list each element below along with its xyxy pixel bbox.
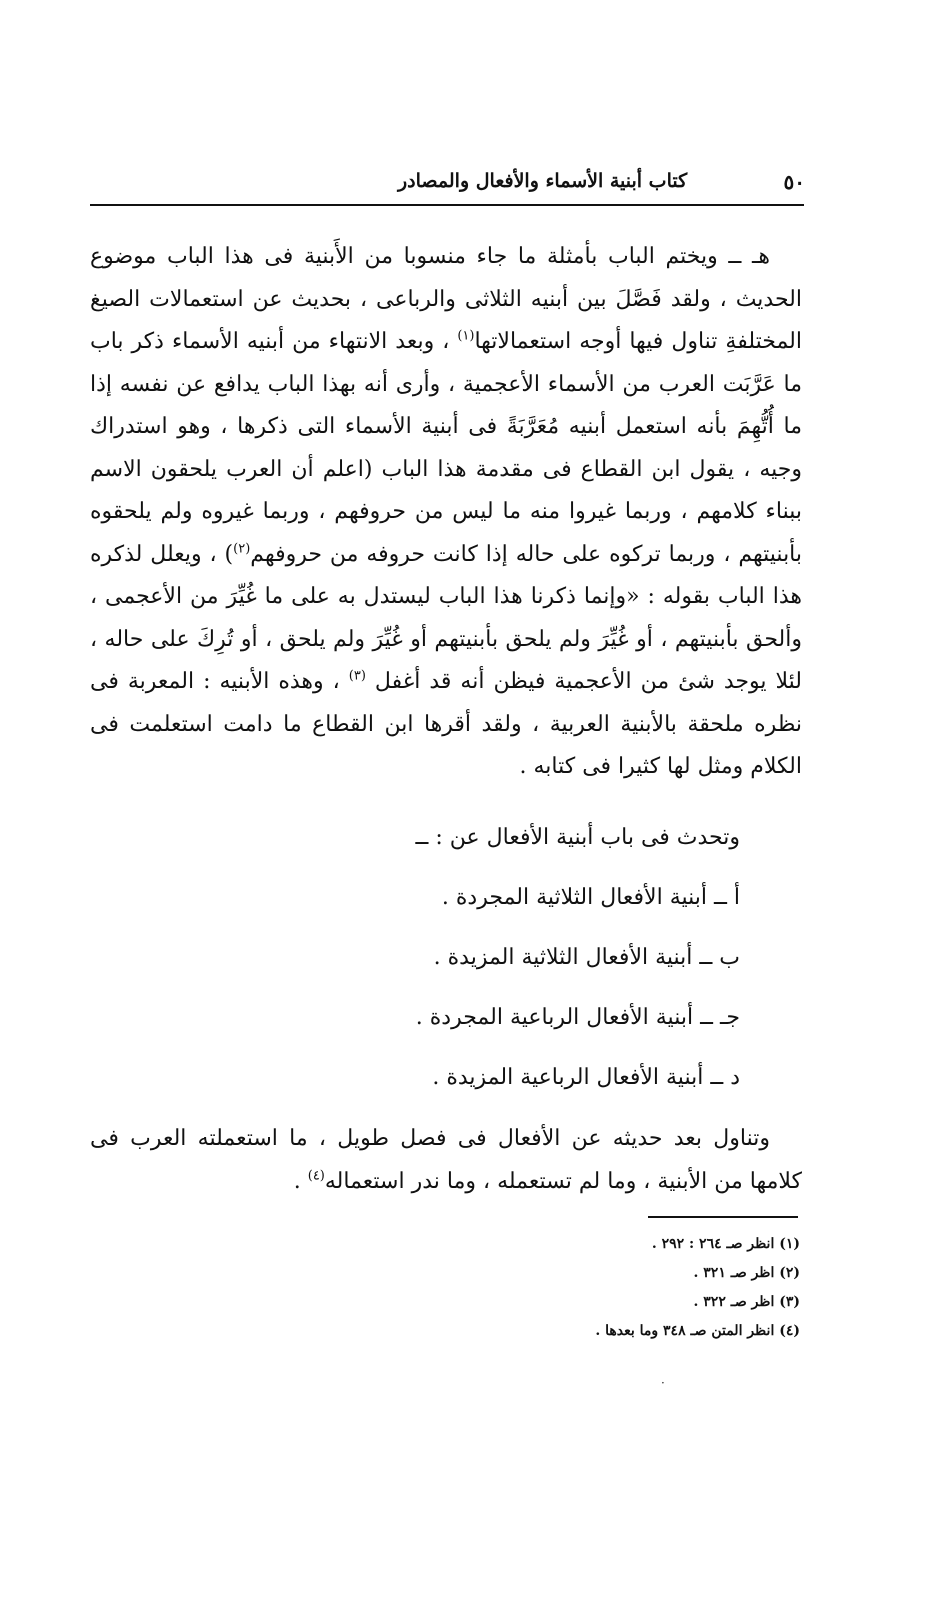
closing-paragraph bbox=[90, 1118, 802, 1203]
footnote-ref-3: (٣) bbox=[348, 668, 366, 684]
closing-part-b: . bbox=[293, 1168, 308, 1194]
list-intro: وتحدث فى باب أبنية الأفعال عن : ــ bbox=[415, 825, 740, 850]
page-number: ٥٠ bbox=[783, 170, 805, 194]
paragraph-1 bbox=[90, 236, 802, 789]
main-text bbox=[90, 236, 802, 789]
paragraph-1-part-a: هـ ــ ويختم الباب بأمثلة ما جاء منسوبا من الأَبنية فى هذا الباب موضوع الحديث ، ولقد فَصَّلَ بين أبنيه الثلاثى والرباعى ، بحديث عن استعمالات الصيغ المختلفةِ تناول فيها أوجه استعمالاتها bbox=[90, 244, 802, 354]
footnote-ref-4: (٤) bbox=[307, 1168, 325, 1184]
footnote-4: (٤) انظر المتن صـ ٣٤٨ وما بعدها . bbox=[595, 1323, 800, 1339]
footnote-3: (٣) اظر صـ ٣٢٢ . bbox=[693, 1294, 800, 1310]
footnote-2: (٢) اظر صـ ٣٢١ . bbox=[693, 1265, 800, 1281]
paragraph-1-part-c: ) ، ويعلل لذكره هذا الباب بقوله : «وإنما ذكرنا هذا الباب ليستدل به على ما غُيِّرَ من الأعجمى ، وألحق بأبنيتهم ، أو غُيِّرَ ولم يلحق بأبنيتهم أو غُيِّرَ ولم يلحق ، أو تُرِكَ على حاله ، لئلا يوجد شئ من الأعجمية فيظن أنه قد أغفل bbox=[90, 541, 802, 694]
running-title: كتاب أبنية الأسماء والأفعال والمصادر bbox=[398, 170, 688, 192]
list-item-b: ب ــ أبنية الأفعال الثلاثية المزيدة . bbox=[433, 945, 740, 970]
paragraph-1-part-b: ، وبعد الانتهاء من أبنيه الأسماء ذكر باب ما عَرَّبَت العرب من الأسماء الأعجمية ، وأرى أنه بهذا الباب يدافع عن نفسه إذا ما أُتُّهِمَ بأنه استعمل أبنيه مُعَرَّبَةً فى أبنية الأسماء التى ذكرها ، وهو استدراك وجيه ، يقول ابن القطاع فى مقدمة هذا الباب (اعلم أن العرب يلحقون الاسم ببناء كلامهم ، وربما غيروا منه ما ليس من حروفهم ، وربما غيروه ولم يلحقوه بأبنيتهم ، وربما تركوه على حاله إذا كانت حروفه من حروفهم bbox=[90, 329, 803, 567]
paragraph-1-part-d: ، وهذه الأبنيه : المعربة فى نظره ملحقة بالأبنية العربية ، ولقد أقرها ابن القطاع ما دامت استعلمت فى الكلام ومثل لها كثيرا فى كتابه . bbox=[90, 669, 802, 779]
list-item-d: د ــ أبنية الأفعال الرباعية المزيدة . bbox=[432, 1065, 740, 1090]
footnote-1: (١) انظر صـ ٢٦٤ : ٢٩٢ . bbox=[651, 1236, 800, 1252]
list-item-c: جـ ــ أبنية الأفعال الرباعية المجردة . bbox=[415, 1005, 740, 1030]
footnote-ref-2: (٢) bbox=[233, 541, 251, 557]
footnote-ref-1: (١) bbox=[457, 328, 475, 344]
footnotes bbox=[500, 1230, 800, 1346]
closing-part-a: وتناول بعد حديثه عن الأفعال فى فصل طويل ، ما استعملته العرب فى كلامها من الأبنية ، وما لم تستعمله ، وما ندر استعماله bbox=[90, 1126, 802, 1194]
footnote-rule bbox=[648, 1216, 798, 1218]
list-item-a: أ ــ أبنية الأفعال الثلاثية المجردة . bbox=[441, 885, 740, 910]
verbs-list bbox=[90, 818, 740, 1118]
page-header bbox=[90, 170, 805, 204]
print-speck: · bbox=[661, 1376, 665, 1390]
header-rule bbox=[90, 204, 804, 206]
closing-text bbox=[90, 1118, 802, 1203]
